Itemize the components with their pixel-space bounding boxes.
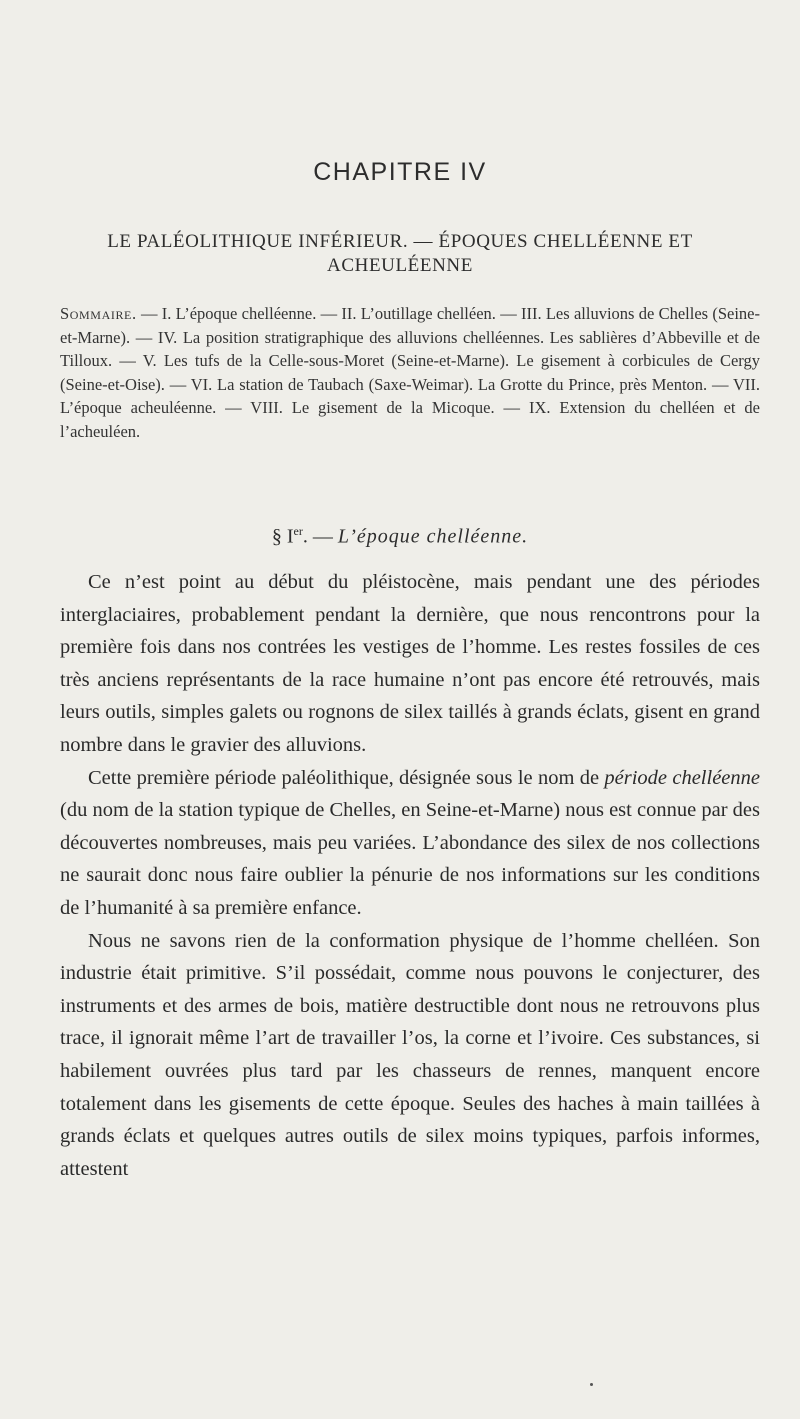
paragraph-2-start: Cette première période paléolithique, désignée sous le nom de [88,766,605,789]
paragraph-2 [60,762,760,925]
section-symbol: § I [271,525,294,548]
paragraph-2-end: (du nom de la station typique de Chelles, en Seine-et-Marne) nous est connue par des découvertes nombreuses, mais peu variées. L’abondance des silex de nos collections ne saurait donc nous faire oublier la pénurie de nos informations sur les conditions de l’humanité à sa première enfance. [60,799,760,919]
section-superscript: er [293,524,303,538]
summary-label: Sommaire. [60,304,137,323]
chapter-heading-line-1: LE PALÉOLITHIQUE INFÉRIEUR. — ÉPOQUES CHELLÉENNE ET [107,231,693,252]
paragraph-2-emphasis: période chelléenne [604,766,760,789]
chapter-heading-line-2: ACHEULÉENNE [327,255,473,276]
section-dash: . — [302,525,338,548]
summary-text: — I. L’époque chelléenne. — II. L’outillage chelléen. — III. Les alluvions de Chelles (Seine-et-Marne). — IV. La position stratigraphique des alluvions chelléennes. Les sablières d’Abbeville et de Tilloux. — V. Les tufs de la Celle-sous-Moret (Seine-et-Marne). Le gisement à corbicules de Cergy (Seine-et-Oise). — VI. La station de Taubach (Saxe-Weimar). La Grotte du Prince, près Menton. — VII. L’époque acheuléenne. — VIII. Le gisement de la Micoque. — IX. Extension du chelléen et de l’acheuléen. [60,304,760,441]
body-text [60,566,760,1185]
section-title: L’époque chelléenne. [337,525,529,548]
section-heading [0,524,800,549]
chapter-title: CHAPITRE IV [313,158,487,186]
print-speck [590,1383,593,1386]
chapter-summary [60,302,760,443]
paragraph-1: Ce n’est point au début du pléistocène, mais pendant une des périodes interglaciaires, probablement pendant la dernière, que nous rencontrons pour la première fois dans nos contrées les vestiges de l’homme. Les restes fossiles de ces très anciens représentants de la race humaine n’ont pas encore été retrouvés, mais leurs outils, simples galets ou rognons de silex taillés à grands éclats, gisent en grand nombre dans le gravier des alluvions. [60,571,760,756]
paragraph-3: Nous ne savons rien de la conformation physique de l’homme chelléen. Son industrie était primitive. S’il possédait, comme nous pouvons le conjecturer, des instruments et des armes de bois, matière destructible dont nous ne retrouvons plus trace, il ignorait même l’art de travailler l’os, la corne et l’ivoire. Ces substances, si habilement ouvrées plus tard par les chasseurs de rennes, manquent encore totalement dans les gisements de cette époque. Seules des haches à main taillées à grands éclats et quelques autres outils de silex moins typiques, parfois informes, attestent [60,929,760,1180]
chapter-heading [60,230,740,278]
